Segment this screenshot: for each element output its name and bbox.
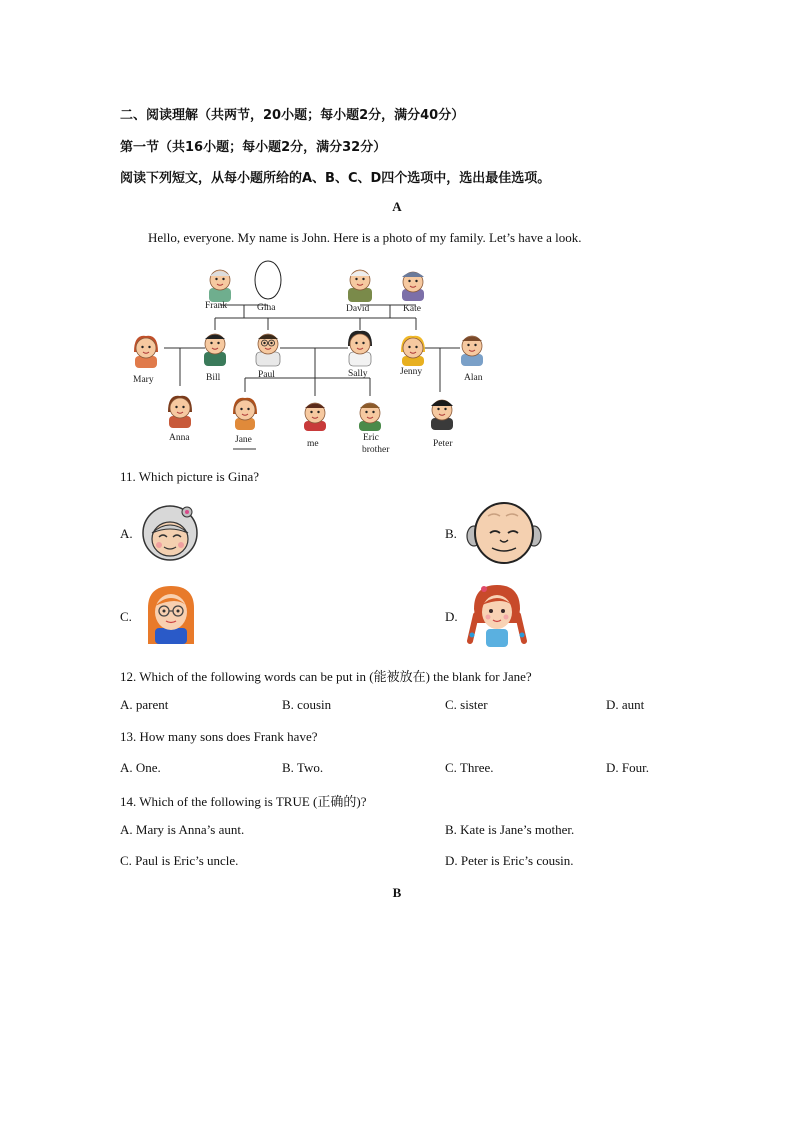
family-tree-illustration	[120, 258, 490, 458]
q12-option-d[interactable]: D. aunt	[606, 697, 645, 712]
passage-a-intro: Hello, everyone. My name is John. Here is a photo of my family. Let’s have a look.	[148, 230, 582, 245]
q14-option-a[interactable]: A. Mary is Anna’s aunt.	[120, 822, 245, 837]
tree-label-gina: Gina	[257, 303, 276, 313]
tree-label-mary: Mary	[133, 375, 154, 385]
passage-b-letter: B	[392, 885, 402, 900]
tree-label-sally: Sally	[348, 369, 368, 379]
q13-option-b[interactable]: B. Two.	[282, 760, 324, 775]
tree-label-jane: Jane	[235, 435, 252, 445]
tree-label-me: me	[307, 439, 319, 449]
tree-label-paul: Paul	[258, 370, 275, 380]
tree-label-anna: Anna	[169, 433, 190, 443]
q14-option-b[interactable]: B. Kate is Jane’s mother.	[445, 822, 575, 837]
q13-option-d[interactable]: D. Four.	[606, 760, 649, 775]
tree-label-kate: Kate	[403, 304, 421, 314]
q12-option-c[interactable]: C. sister	[445, 697, 488, 712]
q11-option-c[interactable]: C.	[120, 609, 132, 624]
tree-label-frank: Frank	[205, 301, 228, 311]
q12-option-a[interactable]: A. parent	[120, 697, 169, 712]
tree-label-brother: brother	[362, 445, 390, 455]
q11-option-d[interactable]: D.	[445, 609, 458, 624]
tree-label-peter: Peter	[433, 439, 453, 449]
tree-label-alan: Alan	[464, 373, 483, 383]
q12-option-b[interactable]: B. cousin	[282, 697, 332, 712]
q13-option-c[interactable]: C. Three.	[445, 760, 494, 775]
grandma-picture	[140, 503, 200, 563]
girl-braids-picture	[466, 583, 528, 647]
woman-glasses-picture	[142, 584, 200, 644]
question-13: 13. How many sons does Frank have?	[120, 729, 318, 744]
grandpa-picture	[466, 500, 542, 566]
q11-option-b[interactable]: B.	[445, 526, 457, 541]
q14-option-c[interactable]: C. Paul is Eric’s uncle.	[120, 853, 239, 868]
instruction-text: 阅读下列短文，从每小题所给的A、B、C、D四个选项中，选出最佳选项。	[120, 171, 551, 186]
section-heading: 第一节（共16小题；每小题2分，满分32分）	[120, 140, 387, 155]
tree-label-eric: Eric	[363, 433, 379, 443]
question-12: 12. Which of the following words can be put in (能被放在) the blank for Jane?	[120, 669, 532, 684]
q11-option-a[interactable]: A.	[120, 526, 133, 541]
tree-label-bill: Bill	[206, 373, 221, 383]
passage-a-letter: A	[392, 199, 402, 214]
question-11: 11. Which picture is Gina?	[120, 469, 259, 484]
tree-label-jenny: Jenny	[400, 367, 423, 377]
question-14: 14. Which of the following is TRUE (正确的)?	[120, 794, 367, 809]
q14-option-d[interactable]: D. Peter is Eric’s cousin.	[445, 853, 574, 868]
part-heading: 二、阅读理解（共两节，20小题；每小题2分，满分40分）	[120, 108, 465, 123]
tree-label-david: David	[346, 304, 370, 314]
q13-option-a[interactable]: A. One.	[120, 760, 161, 775]
